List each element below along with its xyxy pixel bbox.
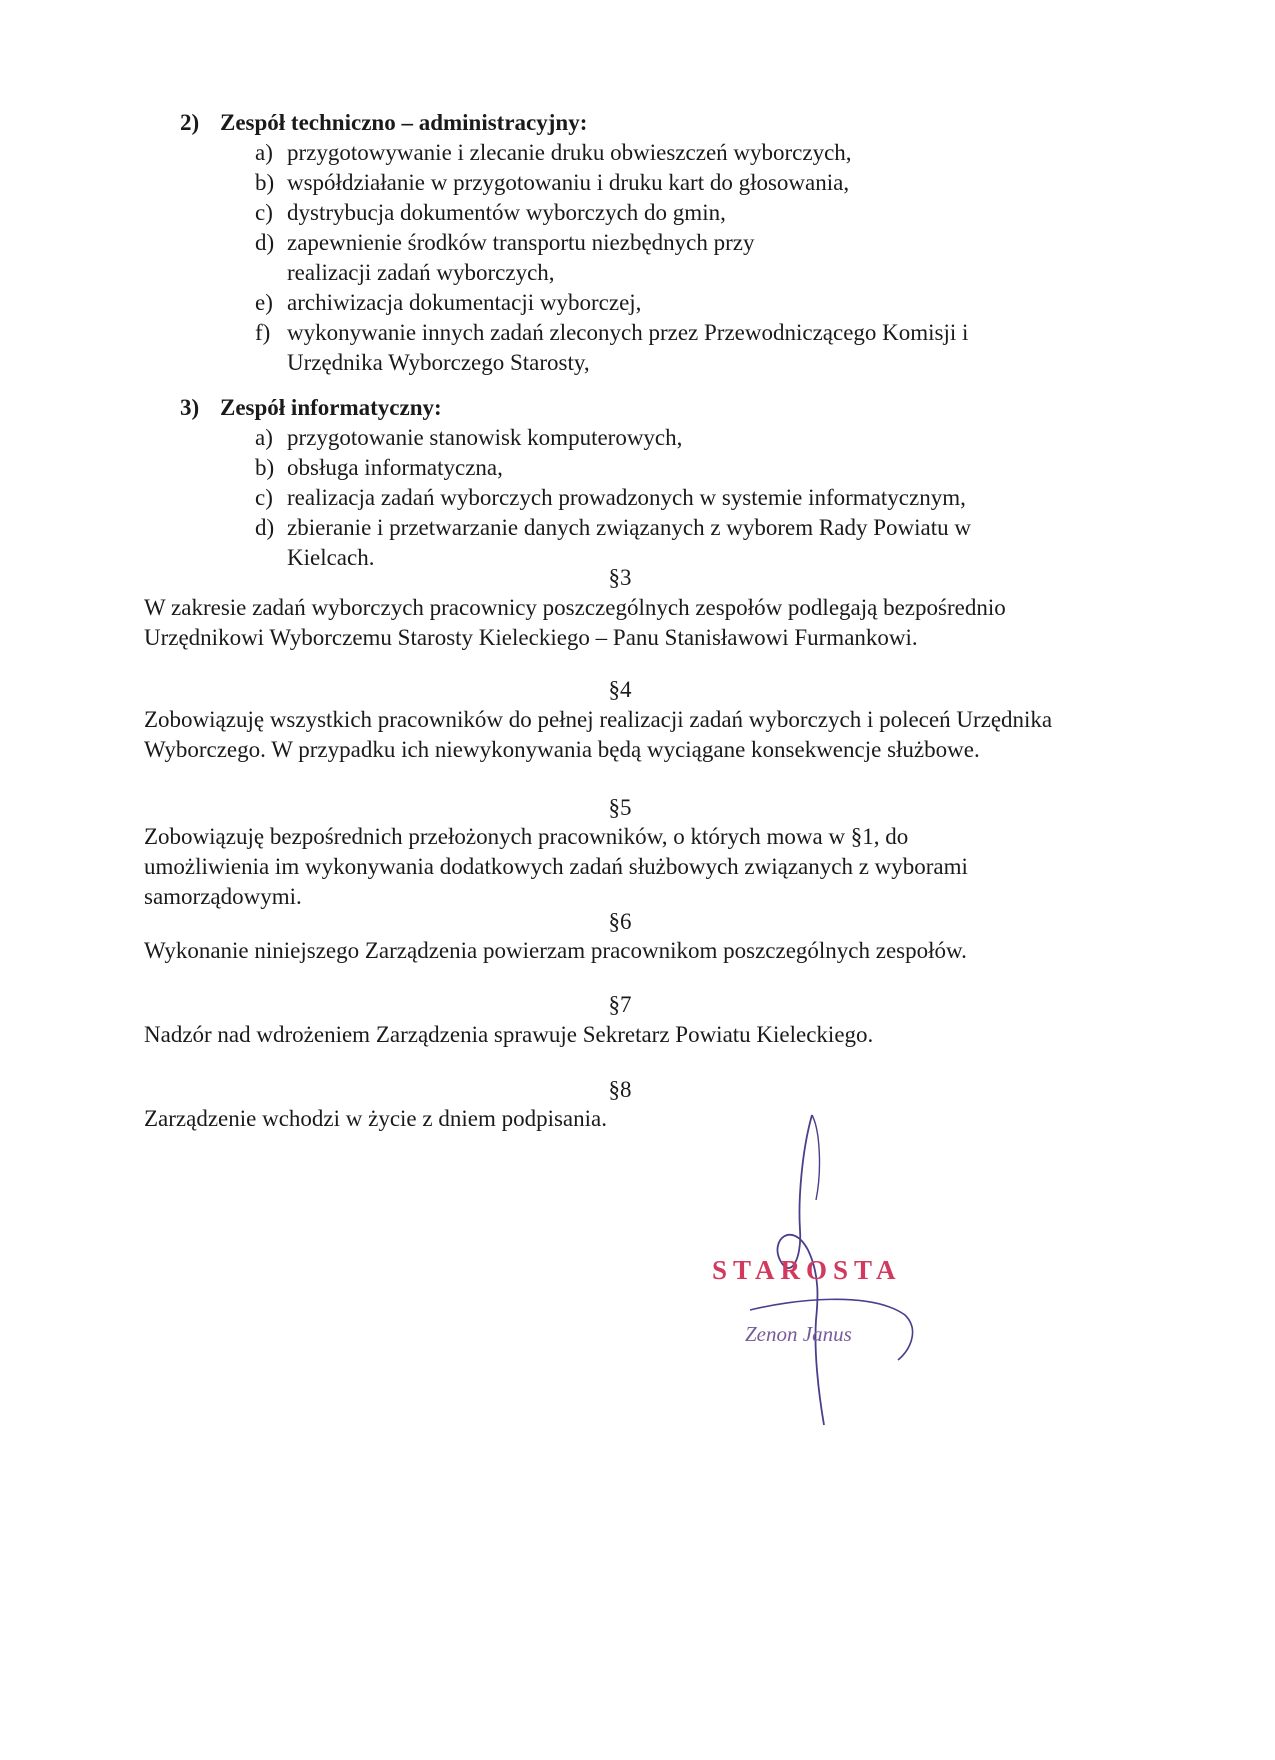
list-item: e) archiwizacja dokumentacji wyborczej, [255, 290, 642, 315]
section-3-number: 3) [180, 395, 200, 420]
list-item: a) przygotowywanie i zlecanie druku obwieszczeń wyborczych, [255, 140, 852, 165]
list-item: f) wykonywanie innych zadań zleconych przez Przewodniczącego Komisji i Urzędnika Wyborczego Starosty, [255, 320, 969, 375]
section-3-heading [180, 393, 1060, 423]
list-item: a) przygotowanie stanowisk komputerowych, [255, 425, 683, 450]
section-2-heading [180, 108, 1060, 138]
section-it [180, 393, 1060, 573]
list-item: b) obsługa informatyczna, [255, 455, 503, 480]
paragraph-8-text: Zarządzenie wchodzi w życie z dniem podpisania. [144, 1106, 607, 1131]
list-item: c) dystrybucja dokumentów wyborczych do gmin, [255, 200, 726, 225]
paragraph-4-text: Zobowiązuję wszystkich pracowników do pełnej realizacji zadań wyborczych i poleceń Urzędnika Wyborczego. W przypadku ich niewykonywania będą wyciągane konsekwencje służbowe. [144, 707, 1053, 762]
section-2-title: Zespół techniczno – administracyjny: [220, 110, 588, 135]
section-2-list [180, 138, 1060, 378]
list-item: b) współdziałanie w przygotowaniu i druku kart do głosowania, [255, 170, 850, 195]
list-item: d) zapewnienie środków transportu niezbędnych przy realizacji zadań wyborczych, [255, 230, 755, 285]
paragraph-4-heading: §4 [608, 677, 632, 702]
paragraph-5-heading: §5 [608, 795, 632, 820]
paragraph-6-text: Wykonanie niniejszego Zarządzenia powierzam pracownikom poszczególnych zespołów. [144, 938, 967, 963]
paragraph-8-heading: §8 [608, 1077, 632, 1102]
list-item: d) zbieranie i przetwarzanie danych związanych z wyborem Rady Powiatu w Kielcach. [255, 515, 971, 570]
paragraph-7-text: Nadzór nad wdrożeniem Zarządzenia sprawuje Sekretarz Powiatu Kieleckiego. [144, 1022, 874, 1047]
section-3-list [180, 423, 1060, 573]
section-2-number: 2) [180, 110, 200, 135]
section-3-title: Zespół informatyczny: [220, 395, 442, 420]
paragraph-7-heading: §7 [608, 992, 632, 1017]
stamp-title: STAROSTA [712, 1255, 902, 1285]
paragraph-5-text: Zobowiązuję bezpośrednich przełożonych pracowników, o których mowa w §1, do umożliwienia im wykonywania dodatkowych zadań służbowych związanych z wyborami samorządowymi. [144, 824, 968, 909]
section-technical-administrative [180, 108, 1060, 378]
paragraph-3-text: W zakresie zadań wyborczych pracownicy poszczególnych zespołów podlegają bezpośrednio Urzędnikowi Wyborczemu Starosty Kieleckiego – Panu Stanisławowi Furmankowi. [144, 595, 1006, 650]
paragraph-3-heading: §3 [608, 565, 632, 590]
list-item: c) realizacja zadań wyborczych prowadzonych w systemie informatycznym, [255, 485, 966, 510]
stamp-name: Zenon Janus [745, 1322, 852, 1346]
paragraph-6-heading: §6 [608, 909, 632, 934]
